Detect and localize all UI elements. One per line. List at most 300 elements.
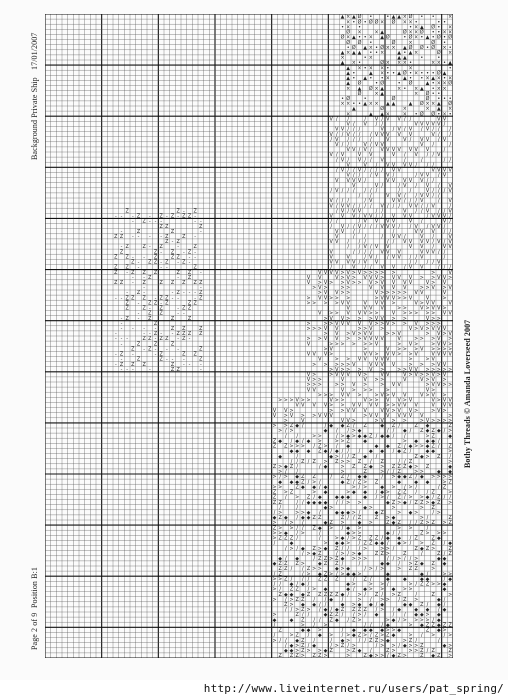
stitch-symbol: ◆ xyxy=(283,530,288,537)
stitch-symbol: / xyxy=(336,433,338,440)
stitch-symbol: V xyxy=(352,331,356,338)
stitch-symbol: Ø xyxy=(380,44,385,51)
stitch-symbol: / xyxy=(432,187,434,194)
stitch-symbol: • xyxy=(380,75,384,82)
stitch-symbol: V xyxy=(329,239,333,246)
stitch-symbol: - xyxy=(137,310,140,317)
stitch-symbol: > xyxy=(363,341,368,348)
stitch-symbol: Z xyxy=(187,331,192,338)
stitch-symbol: • xyxy=(443,39,446,46)
stitch-symbol: > xyxy=(448,382,453,389)
stitch-symbol: / xyxy=(392,555,395,562)
stitch-symbol: ◆ xyxy=(436,617,441,624)
stitch-symbol: / xyxy=(415,259,417,266)
stitch-symbol: / xyxy=(347,474,349,481)
stitch-symbol: • xyxy=(386,70,390,77)
stitch-symbol: > xyxy=(425,612,430,619)
stitch-symbol: V xyxy=(403,182,407,189)
stitch-symbol: > xyxy=(363,412,368,419)
stitch-symbol: / xyxy=(370,576,372,583)
stitch-symbol: ◆ xyxy=(419,612,424,619)
stitch-symbol: > xyxy=(419,274,424,281)
stitch-symbol: Z xyxy=(176,254,180,261)
stitch-symbol: ◆ xyxy=(380,423,385,430)
stitch-symbol: Z xyxy=(170,254,175,261)
stitch-symbol: Z xyxy=(380,550,384,557)
stitch-symbol: > xyxy=(351,428,356,435)
stitch-symbol: / xyxy=(404,555,406,562)
stitch-symbol: > xyxy=(272,484,277,491)
stitch-symbol: - xyxy=(188,259,191,266)
stitch-symbol: Z xyxy=(380,458,384,465)
stitch-symbol: Z xyxy=(301,479,305,486)
stitch-symbol: V xyxy=(391,285,396,292)
stitch-symbol: Ø xyxy=(408,80,413,87)
stitch-symbol: / xyxy=(426,177,429,184)
stitch-symbol: V xyxy=(346,279,350,286)
stitch-symbol: Z xyxy=(437,499,441,506)
stitch-symbol: > xyxy=(312,285,317,292)
stitch-symbol: V xyxy=(329,315,333,322)
stitch-symbol: > xyxy=(414,555,419,562)
stitch-symbol: × xyxy=(346,24,351,31)
stitch-symbol: Z xyxy=(431,504,435,511)
stitch-symbol: Z xyxy=(284,561,288,568)
stitch-symbol: > xyxy=(436,417,441,424)
stitch-symbol: > xyxy=(340,520,345,527)
stitch-symbol: V xyxy=(335,233,339,240)
stitch-symbol: > xyxy=(391,504,396,511)
stitch-symbol: Z xyxy=(374,637,379,644)
stitch-symbol: Z xyxy=(119,249,124,256)
stitch-symbol: - xyxy=(188,254,191,261)
stitch-symbol: - xyxy=(120,356,123,363)
stitch-symbol: / xyxy=(341,612,344,619)
stitch-symbol: Z xyxy=(397,494,401,501)
stitch-symbol: Z xyxy=(397,463,401,470)
stitch-symbol: Z xyxy=(148,346,152,353)
stitch-symbol: / xyxy=(443,254,446,261)
stitch-symbol: V xyxy=(442,397,447,404)
stitch-symbol: V xyxy=(369,351,373,358)
stitch-symbol: / xyxy=(375,187,378,194)
stitch-symbol: > xyxy=(357,366,362,373)
stitch-symbol: ◆ xyxy=(425,494,430,501)
stitch-symbol: / xyxy=(432,259,434,266)
stitch-symbol: Z xyxy=(442,622,447,629)
stitch-symbol: / xyxy=(421,632,423,639)
stitch-symbol: Z xyxy=(159,305,163,312)
stitch-symbol: > xyxy=(329,351,334,358)
stitch-symbol: / xyxy=(296,525,298,532)
stitch-symbol: / xyxy=(285,545,287,552)
stitch-symbol: > xyxy=(380,545,385,552)
stitch-symbol: V xyxy=(386,244,390,251)
stitch-symbol: Z xyxy=(414,535,418,542)
stitch-symbol: ▲ xyxy=(346,80,351,87)
stitch-symbol: > xyxy=(340,550,345,557)
stitch-symbol: V xyxy=(437,116,441,123)
stitch-symbol: > xyxy=(340,274,345,281)
stitch-symbol: > xyxy=(442,520,447,527)
stitch-symbol: Z xyxy=(340,515,345,522)
stitch-symbol: / xyxy=(426,152,429,159)
stitch-symbol: V xyxy=(329,131,333,138)
stitch-symbol: Z xyxy=(176,239,180,246)
stitch-symbol: - xyxy=(182,249,185,256)
stitch-symbol: > xyxy=(357,325,362,332)
stitch-symbol: ◆ xyxy=(385,622,390,629)
stitch-symbol: > xyxy=(329,555,334,562)
stitch-symbol: > xyxy=(442,392,447,399)
stitch-symbol: - xyxy=(182,356,185,363)
stitch-symbol: / xyxy=(347,157,349,164)
stitch-symbol: - xyxy=(177,346,180,353)
stitch-symbol: Z xyxy=(448,545,452,552)
stitch-symbol: > xyxy=(363,479,368,486)
stitch-symbol: Z xyxy=(301,458,305,465)
stitch-symbol: / xyxy=(296,504,298,511)
stitch-symbol: > xyxy=(414,596,419,603)
stitch-symbol: Z xyxy=(335,545,339,552)
stitch-symbol: / xyxy=(375,607,378,614)
stitch-symbol: > xyxy=(391,269,396,276)
stitch-symbol: V xyxy=(397,116,401,123)
stitch-symbol: V xyxy=(335,228,339,235)
stitch-symbol: V xyxy=(340,320,345,327)
stitch-symbol: Z xyxy=(448,515,452,522)
stitch-symbol: Z xyxy=(425,463,430,470)
stitch-symbol: > xyxy=(340,566,345,573)
stitch-symbol: - xyxy=(131,233,134,240)
stitch-symbol: × xyxy=(402,19,407,26)
stitch-symbol: > xyxy=(317,566,322,573)
stitch-symbol: Z xyxy=(153,259,158,266)
stitch-symbol: - xyxy=(165,213,168,220)
stitch-symbol: V xyxy=(414,228,418,235)
stitch-symbol: × xyxy=(346,85,351,92)
stitch-symbol: / xyxy=(375,121,378,128)
stitch-symbol: / xyxy=(358,136,361,143)
stitch-symbol: V xyxy=(346,417,350,424)
stitch-symbol: - xyxy=(131,213,134,220)
stitch-symbol: ◆ xyxy=(442,642,447,649)
stitch-symbol: > xyxy=(419,617,424,624)
stitch-symbol: × xyxy=(431,101,436,108)
stitch-symbol: ◆ xyxy=(402,499,407,506)
stitch-symbol: V xyxy=(420,172,424,179)
stitch-symbol: > xyxy=(380,382,385,389)
stitch-symbol: / xyxy=(296,463,298,470)
stitch-symbol: ◆ xyxy=(283,515,288,522)
stitch-symbol: Z xyxy=(386,632,390,639)
stitch-symbol: > xyxy=(448,417,453,424)
stitch-symbol: ◆ xyxy=(385,530,390,537)
stitch-symbol: V xyxy=(352,259,356,266)
stitch-symbol: Z xyxy=(408,474,413,481)
stitch-symbol: > xyxy=(334,397,339,404)
stitch-symbol: V xyxy=(448,351,452,358)
stitch-symbol: Z xyxy=(420,530,424,537)
stitch-symbol: V xyxy=(431,131,435,138)
stitch-symbol: Z xyxy=(176,331,180,338)
stitch-symbol: / xyxy=(364,116,366,123)
stitch-symbol: / xyxy=(375,489,378,496)
stitch-symbol: - xyxy=(160,259,163,266)
stitch-symbol: > xyxy=(380,637,385,644)
stitch-symbol: > xyxy=(351,269,356,276)
stitch-symbol: V xyxy=(374,361,379,368)
stitch-symbol: Z xyxy=(159,310,163,317)
stitch-symbol: ◆ xyxy=(295,474,300,481)
stitch-symbol: V xyxy=(431,351,435,358)
stitch-symbol: > xyxy=(402,320,407,327)
stitch-symbol: > xyxy=(351,601,356,608)
stitch-symbol: > xyxy=(346,540,351,547)
stitch-symbol: Z xyxy=(318,550,322,557)
stitch-symbol: / xyxy=(404,193,406,200)
stitch-symbol: ◆ xyxy=(312,601,317,608)
stitch-symbol: Z xyxy=(448,479,452,486)
stitch-symbol: × xyxy=(402,106,407,113)
stitch-symbol: V xyxy=(284,407,288,414)
stitch-symbol: ◆ xyxy=(419,453,424,460)
stitch-symbol: ◆ xyxy=(442,607,447,614)
stitch-symbol: Ø xyxy=(385,34,390,41)
stitch-symbol: > xyxy=(340,458,345,465)
stitch-symbol: > xyxy=(402,290,407,297)
stitch-symbol: Ø xyxy=(340,34,345,41)
stitch-symbol: > xyxy=(340,438,345,445)
stitch-symbol: Z xyxy=(193,279,197,286)
stitch-symbol: / xyxy=(370,141,372,148)
stitch-symbol: V xyxy=(420,377,424,384)
stitch-symbol: V xyxy=(346,162,350,169)
stitch-symbol: • xyxy=(420,34,424,41)
stitch-symbol: - xyxy=(171,239,174,246)
stitch-symbol: V xyxy=(414,371,418,378)
stitch-symbol: / xyxy=(341,499,344,506)
stitch-symbol: V xyxy=(403,402,407,409)
stitch-symbol: > xyxy=(425,325,430,332)
stitch-symbol: ◆ xyxy=(283,463,288,470)
stitch-symbol: V xyxy=(380,131,384,138)
stitch-symbol: ◆ xyxy=(317,571,322,578)
stitch-symbol: • xyxy=(426,70,429,77)
stitch-symbol: V xyxy=(374,131,379,138)
stitch-symbol: Z xyxy=(176,269,180,276)
stitch-symbol: ◆ xyxy=(431,653,436,658)
stitch-symbol: > xyxy=(272,612,277,619)
stitch-symbol: / xyxy=(296,530,298,537)
stitch-symbol: × xyxy=(346,101,351,108)
stitch-symbol: / xyxy=(409,136,412,143)
stitch-symbol: V xyxy=(374,218,379,225)
stitch-symbol: / xyxy=(375,162,378,169)
stitch-symbol: > xyxy=(425,371,430,378)
stitch-symbol: ◆ xyxy=(278,438,283,445)
stitch-symbol: / xyxy=(341,525,344,532)
stitch-symbol: > xyxy=(448,346,453,353)
stitch-symbol: - xyxy=(126,269,129,276)
stitch-symbol: > xyxy=(374,351,379,358)
stitch-symbol: V xyxy=(335,126,339,133)
stitch-symbol: ◆ xyxy=(323,484,328,491)
stitch-symbol: V xyxy=(442,213,447,220)
stitch-symbol: - xyxy=(199,228,202,235)
stitch-symbol: V xyxy=(380,223,384,230)
stitch-symbol: / xyxy=(347,116,349,123)
stitch-symbol: V xyxy=(340,203,345,210)
stitch-symbol: ◆ xyxy=(323,504,328,511)
stitch-symbol: Z xyxy=(142,336,146,343)
stitch-symbol: V xyxy=(408,244,413,251)
stitch-symbol: Z xyxy=(437,494,441,501)
stitch-symbol: V xyxy=(340,392,345,399)
stitch-symbol: V xyxy=(391,147,396,154)
stitch-symbol: > xyxy=(317,290,322,297)
stitch-symbol: V xyxy=(363,336,367,343)
stitch-symbol: Z xyxy=(187,213,192,220)
stitch-symbol: > xyxy=(278,509,283,516)
stitch-symbol: Ø xyxy=(391,39,396,46)
stitch-symbol: Z xyxy=(176,366,180,373)
stitch-symbol: × xyxy=(425,75,430,82)
stitch-symbol: V xyxy=(335,141,339,148)
stitch-symbol: / xyxy=(341,264,344,271)
stitch-symbol: ◆ xyxy=(363,453,368,460)
stitch-symbol: Z xyxy=(425,622,430,629)
stitch-symbol: × xyxy=(414,29,419,36)
stitch-symbol: ◆ xyxy=(323,428,328,435)
stitch-symbol: Z xyxy=(170,361,175,368)
stitch-symbol: > xyxy=(419,285,424,292)
stitch-symbol: ▲ xyxy=(363,44,368,51)
stitch-symbol: / xyxy=(273,540,276,547)
stitch-symbol: / xyxy=(330,136,332,143)
stitch-symbol: V xyxy=(403,412,407,419)
stitch-symbol: > xyxy=(334,642,339,649)
stitch-symbol: / xyxy=(387,494,389,501)
stitch-symbol: Z xyxy=(182,351,186,358)
stitch-symbol: ▲ xyxy=(380,34,385,41)
stitch-symbol: Z xyxy=(182,259,186,266)
stitch-symbol: > xyxy=(312,382,317,389)
stitch-symbol: V xyxy=(369,279,373,286)
stitch-symbol: > xyxy=(289,545,294,552)
stitch-symbol: / xyxy=(347,187,349,194)
stitch-symbol: × xyxy=(380,65,385,72)
stitch-symbol: Z xyxy=(448,622,452,629)
stitch-symbol: - xyxy=(148,213,151,220)
stitch-symbol: ◆ xyxy=(385,443,390,450)
stitch-symbol: > xyxy=(391,320,396,327)
stitch-symbol: Z xyxy=(278,561,282,568)
stitch-symbol: > xyxy=(402,417,407,424)
stitch-symbol: > xyxy=(385,627,390,634)
stitch-symbol: V xyxy=(386,412,390,419)
stitch-symbol: ◆ xyxy=(414,607,419,614)
stitch-symbol: / xyxy=(307,581,310,588)
stitch-symbol: / xyxy=(432,239,434,246)
stitch-symbol: V xyxy=(391,295,396,302)
stitch-symbol: ◆ xyxy=(289,642,294,649)
stitch-symbol: > xyxy=(448,448,453,455)
source-watermark-bar xyxy=(0,680,508,699)
stitch-symbol: / xyxy=(409,499,412,506)
stitch-symbol: V xyxy=(380,407,384,414)
stitch-symbol: ◆ xyxy=(374,509,379,516)
stitch-symbol: ◆ xyxy=(334,540,339,547)
stitch-symbol: / xyxy=(330,637,332,644)
stitch-symbol: - xyxy=(120,244,123,251)
stitch-symbol: / xyxy=(358,259,361,266)
stitch-symbol: > xyxy=(329,310,334,317)
stitch-symbol: Z xyxy=(312,545,316,552)
stitch-symbol: ◆ xyxy=(346,581,351,588)
stitch-symbol: / xyxy=(426,601,429,608)
stitch-symbol: > xyxy=(357,336,362,343)
stitch-symbol: / xyxy=(353,187,355,194)
stitch-symbol: / xyxy=(438,443,440,450)
stitch-symbol: V xyxy=(374,300,379,307)
stitch-symbol: > xyxy=(306,647,311,654)
stitch-symbol: / xyxy=(387,581,389,588)
stitch-symbol: V xyxy=(369,305,373,312)
stitch-symbol: / xyxy=(347,642,349,649)
stitch-symbol: Z xyxy=(125,264,129,271)
stitch-symbol: / xyxy=(409,555,412,562)
stitch-symbol: V xyxy=(329,152,333,159)
stitch-symbol: • xyxy=(369,39,373,46)
stitch-symbol: > xyxy=(442,382,447,389)
stitch-symbol: V xyxy=(391,279,396,286)
stitch-symbol: / xyxy=(404,484,406,491)
stitch-symbol: V xyxy=(386,371,390,378)
stitch-symbol: - xyxy=(188,290,191,297)
stitch-symbol: Z xyxy=(363,463,367,470)
stitch-symbol: > xyxy=(363,632,368,639)
stitch-symbol: ▲ xyxy=(380,111,385,118)
stitch-symbol: > xyxy=(357,591,362,598)
stitch-symbol: > xyxy=(368,586,373,593)
source-url[interactable]: http://www.liveinternet.ru/users/pat_spring/ xyxy=(203,682,504,695)
stitch-symbol: > xyxy=(391,591,396,598)
stitch-symbol: > xyxy=(425,366,430,373)
stitch-symbol: • xyxy=(431,85,435,92)
stitch-symbol: Z xyxy=(165,295,169,302)
stitch-symbol: > xyxy=(425,382,430,389)
stitch-symbol: ◆ xyxy=(312,484,317,491)
stitch-symbol: V xyxy=(272,412,277,419)
stitch-symbol: V xyxy=(346,254,350,261)
stitch-symbol: > xyxy=(289,407,294,414)
stitch-symbol: / xyxy=(330,448,332,455)
stitch-symbol: / xyxy=(347,136,349,143)
stitch-symbol: ◆ xyxy=(283,647,288,654)
stitch-symbol: Z xyxy=(199,356,203,363)
stitch-symbol: Ø xyxy=(408,14,413,21)
stitch-symbol: V xyxy=(340,152,345,159)
stitch-symbol: V xyxy=(425,300,430,307)
stitch-symbol: / xyxy=(438,172,440,179)
stitch-symbol: ◆ xyxy=(374,443,379,450)
stitch-symbol: > xyxy=(391,331,396,338)
stitch-symbol: > xyxy=(374,377,379,384)
stitch-symbol: ◆ xyxy=(419,545,424,552)
stitch-symbol: > xyxy=(397,351,402,358)
stitch-symbol: > xyxy=(431,346,436,353)
